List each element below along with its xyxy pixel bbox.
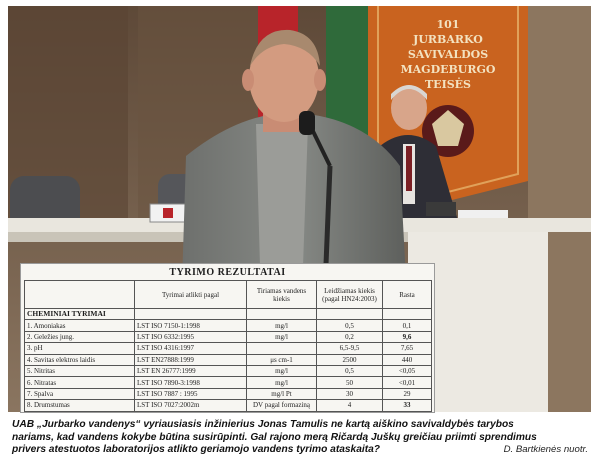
row-limit: 0,5 xyxy=(317,365,383,376)
row-unit: mg/l Pt xyxy=(247,388,317,399)
header-method: Tyrimai atlikti pagal xyxy=(135,281,247,309)
caption-line-3: privers atestuotos laboratorijos atlikto geriamojo vandens tyrimo ataskaita? xyxy=(12,444,380,455)
caption-line-2: nariams, kad vandens kokybe būtina susirūpinti. Gal rajono merą Ričardą Juškų greičiau priimti sprendimus xyxy=(12,431,537,443)
row-parameter: 5. Nitritas xyxy=(25,365,135,376)
section-label: CHEMINIAI TYRIMAI xyxy=(25,309,135,320)
table-row xyxy=(25,400,432,411)
row-found: 440 xyxy=(383,354,432,365)
banner-line-2: JURBARKO xyxy=(413,33,483,46)
header-limit: Leidžiamas kiekis (pagal HN24:2003) xyxy=(317,281,383,309)
row-found: <0,01 xyxy=(383,377,432,388)
row-method: LST ISO 6332:1995 xyxy=(135,331,247,342)
banner-line-1: 101 xyxy=(436,18,460,31)
table-row xyxy=(25,365,432,376)
row-limit: 50 xyxy=(317,377,383,388)
results-table-card xyxy=(20,263,435,413)
table-row xyxy=(25,320,432,331)
row-limit: 0,5 xyxy=(317,320,383,331)
row-parameter: 1. Amoniakas xyxy=(25,320,135,331)
row-found: 29 xyxy=(383,388,432,399)
header-unit: Tiriamas vandens kiekis xyxy=(247,281,317,309)
banner-line-3: SAVIVALDOS xyxy=(407,48,489,61)
row-method: LST EN 26777:1999 xyxy=(135,365,247,376)
row-unit xyxy=(247,343,317,354)
row-limit: 2500 xyxy=(317,354,383,365)
row-parameter: 2. Geležies jung. xyxy=(25,331,135,342)
row-method: LST ISO 7887 : 1995 xyxy=(135,388,247,399)
row-parameter: 6. Nitratas xyxy=(25,377,135,388)
row-method: LST ISO 7890-3:1998 xyxy=(135,377,247,388)
row-method: LST EN27888:1999 xyxy=(135,354,247,365)
row-unit: mg/l xyxy=(247,320,317,331)
table-row xyxy=(25,343,432,354)
row-limit: 4 xyxy=(317,400,383,411)
header-parameter xyxy=(25,281,135,309)
row-method: LST ISO 7027:2002m xyxy=(135,400,247,411)
photo-credit: D. Bartkienės nuotr. xyxy=(503,444,588,455)
banner-line-4: MAGDEBURGO xyxy=(400,63,496,76)
row-unit: mg/l xyxy=(247,365,317,376)
flag-green xyxy=(326,6,372,136)
row-unit: mg/l xyxy=(247,331,317,342)
table-row xyxy=(25,377,432,388)
row-unit: μs cm-1 xyxy=(247,354,317,365)
row-found: 7,65 xyxy=(383,343,432,354)
speaker-sweater xyxy=(256,124,308,266)
row-parameter: 7. Spalva xyxy=(25,388,135,399)
table-row xyxy=(25,388,432,399)
table-row xyxy=(25,354,432,365)
section-row xyxy=(25,309,432,320)
table-header-row xyxy=(25,281,432,309)
row-found: 0,1 xyxy=(383,320,432,331)
row-parameter: 3. pH xyxy=(25,343,135,354)
header-found: Rasta xyxy=(383,281,432,309)
row-method: LST ISO 4316:1997 xyxy=(135,343,247,354)
row-limit: 30 xyxy=(317,388,383,399)
row-method: LST ISO 7150-1:1998 xyxy=(135,320,247,331)
banner-line-5: TEISĖS xyxy=(425,78,471,91)
caption-line-1: UAB „Jurbarko vandenys“ vyriausiasis inžinierius Jonas Tamulis ne kartą aiškino savivaldybės tarybos xyxy=(12,419,514,430)
row-unit: mg/l xyxy=(247,377,317,388)
row-parameter: 8. Drumstumas xyxy=(25,400,135,411)
results-table xyxy=(24,280,432,412)
row-limit: 6,5-9,5 xyxy=(317,343,383,354)
row-found: 9,6 xyxy=(383,331,432,342)
row-parameter: 4. Savitas elektros laidis xyxy=(25,354,135,365)
row-limit: 0,2 xyxy=(317,331,383,342)
row-found: 33 xyxy=(383,400,432,411)
row-found: <0,05 xyxy=(383,365,432,376)
results-title: TYRIMO REZULTATAI xyxy=(169,267,286,278)
row-unit: DV pagal formaziną xyxy=(247,400,317,411)
table-row xyxy=(25,331,432,342)
